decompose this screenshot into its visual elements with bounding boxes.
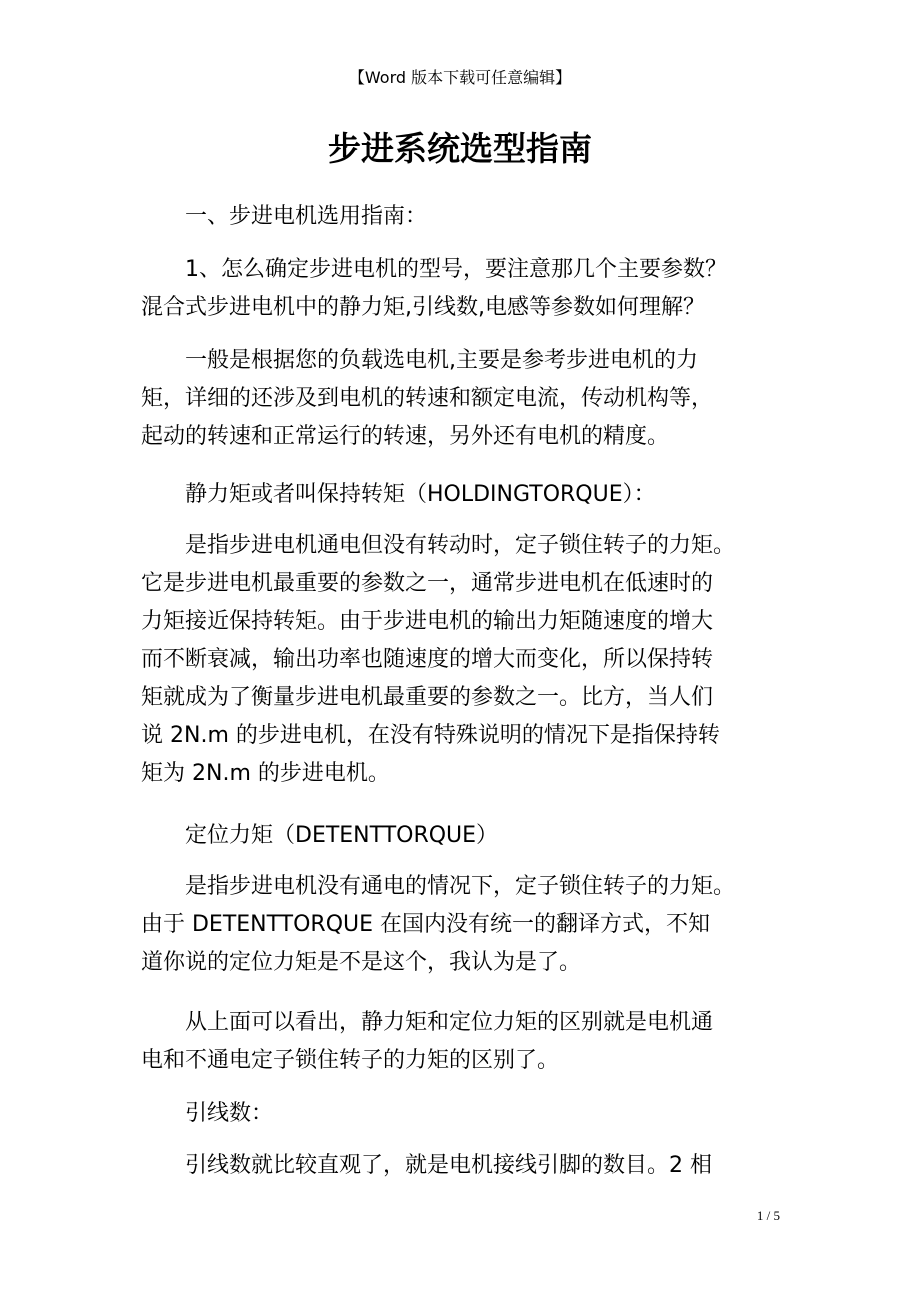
- text-line: 引线数：: [141, 1101, 274, 1126]
- text-line: 定位力矩（DETENTTORQUE）: [141, 823, 499, 848]
- text-line: 电和不通电定子锁住转子的力矩的区别了。: [141, 1048, 560, 1073]
- text-line: 是指步进电机没有通电的情况下，定子锁住转子的力矩。: [141, 874, 736, 899]
- text-line: 力矩接近保持转矩。由于步进电机的输出力矩随速度的增大: [141, 609, 714, 634]
- document-title: 步进系统选型指南: [328, 129, 592, 168]
- paragraph-lead-count-heading: [141, 1095, 781, 1133]
- paragraph-section-heading: [141, 198, 781, 236]
- paragraph-holding-torque-body: [141, 527, 781, 793]
- paragraph-lead-count-body: [141, 1147, 781, 1185]
- paragraph-question: [141, 251, 781, 327]
- paragraph-detent-torque-body: [141, 868, 781, 982]
- text-line: 引线数就比较直观了，就是电机接线引脚的数目。2 相: [141, 1153, 712, 1178]
- text-line: 道你说的定位力矩是不是这个，我认为是了。: [141, 950, 582, 975]
- text-line: 矩，详细的还涉及到电机的转速和额定电流，传动机构等，: [141, 386, 714, 411]
- text-line: 而不断衰减，输出功率也随速度的增大而变化，所以保持转: [141, 647, 714, 672]
- text-line: 一般是根据您的负载选电机,主要是参考步进电机的力: [141, 348, 698, 373]
- text-line: 由于 DETENTTORQUE 在国内没有统一的翻译方式，不知: [141, 912, 711, 937]
- text-line: 混合式步进电机中的静力矩,引线数,电感等参数如何理解？: [141, 295, 705, 320]
- text-line: 静力矩或者叫保持转矩（HOLDINGTORQUE）：: [141, 482, 656, 507]
- header-note: 【Word 版本下载可任意编辑】: [348, 68, 572, 87]
- paragraph-answer: [141, 342, 781, 456]
- text-line: 矩就成为了衡量步进电机最重要的参数之一。比方，当人们: [141, 685, 714, 710]
- text-line: 说 2N.m 的步进电机，在没有特殊说明的情况下是指保持转: [141, 723, 720, 748]
- text-line: 它是步进电机最重要的参数之一，通常步进电机在低速时的: [141, 571, 714, 596]
- paragraph-detent-torque-heading: [141, 817, 781, 855]
- text-line: 1、怎么确定步进电机的型号，要注意那几个主要参数？: [141, 257, 727, 282]
- text-line: 是指步进电机通电但没有转动时，定子锁住转子的力矩。: [141, 533, 736, 558]
- text-line: 一、步进电机选用指南：: [141, 204, 428, 229]
- text-line: 起动的转速和正常运行的转速，另外还有电机的精度。: [141, 424, 670, 449]
- paragraph-comparison: [141, 1004, 781, 1080]
- text-line: 矩为 2N.m 的步进电机。: [141, 761, 390, 786]
- text-line: 从上面可以看出，静力矩和定位力矩的区别就是电机通: [141, 1010, 714, 1035]
- page-number: 1 / 5: [756, 1208, 780, 1223]
- paragraph-holding-torque-heading: [141, 476, 781, 514]
